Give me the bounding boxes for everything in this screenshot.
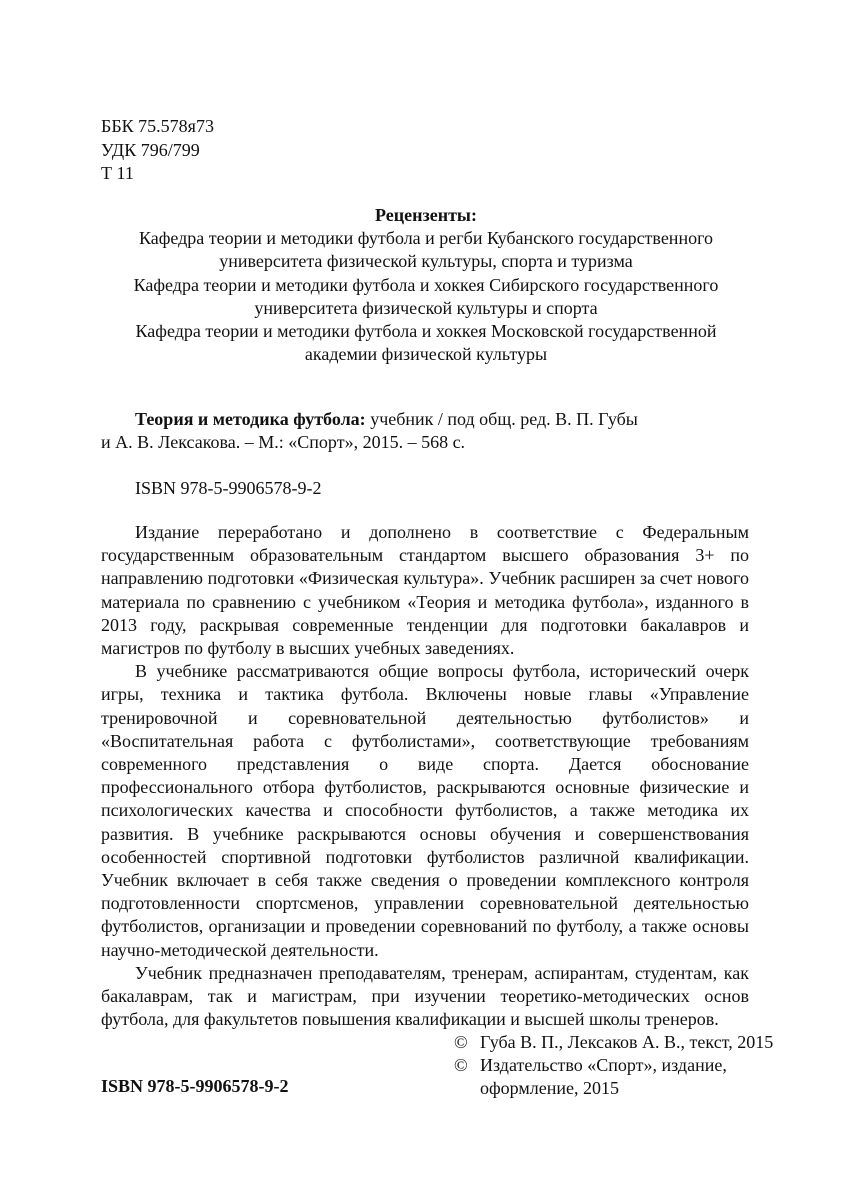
copyright-text: Издательство «Спорт», издание, оформление, 2015 [480, 1055, 727, 1099]
reviewers-block [100, 204, 752, 366]
reviewer-line: Кафедра теории и методики футбола и хоккея Сибирского государственного [133, 274, 719, 295]
reviewer-line: Кафедра теории и методики футбола и хоккея Московской государственной [135, 321, 717, 342]
book-title: Теория и методика футбола: [135, 409, 366, 429]
annotation-paragraph: В учебнике рассматриваются общие вопросы футбола, исторический очерк игры, техника и тактика футбола. Включены новые главы «Управление тренировочной и соревновательной деятельностью футболистов» и «Воспитательная работа с футболистами», соответствующие требованиям современного представления о виде спорта. Дается обоснование профессионального отбора футболистов, раскрываются основные физические и психологических качества и способности футболистов, а также методика их развития. В учебнике раскрываются основы обучения и совершенствования особенностей спортивной подготовки футболистов различной квалификации. Учебник включает в себя также сведения о проведении комплексного контроля подготовленности спортсменов, управлении соревновательной деятельностью футболистов, организации и проведении соревнований по футболу, а также основы научно-методической деятельности. [101, 661, 749, 960]
annotation-paragraph: Учебник предназначен преподавателям, тренерам, аспирантам, студентам, как бакалаврам, так и магистрам, при изучении теоретико-методических основ футбола, для факультетов повышения квалификации и высшей школы тренеров. [101, 962, 749, 1030]
copyright-icon: © [454, 1032, 468, 1052]
copyright-text: Губа В. П., Лексаков А. В., текст, 2015 [480, 1032, 774, 1052]
reviewers-title: Рецензенты: [375, 205, 477, 225]
book-description: учебник / под общ. ред. В. П. Губы [365, 409, 638, 429]
copyright-block [454, 1031, 780, 1101]
annotation-paragraph: Издание переработано и дополнено в соответствие с Федеральным государственным образовательным стандартом высшего образования 3+ по направлению подготовки «Физическая культура». Учебник расширен за счет нового материала по сравнению с учебником «Теория и методика футбола», изданного в 2013 году, раскрывая современные тенденции для подготовки бакалавров и магистров по футболу в высших учебных заведениях. [101, 522, 749, 659]
annotation [101, 521, 749, 1031]
reviewer-line: Кафедра теории и методики футбола и регби Кубанского государственного [138, 228, 714, 249]
classification-codes [101, 115, 214, 186]
copyright-icon: © [454, 1055, 468, 1076]
author-mark: Т 11 [101, 163, 134, 183]
reviewer-line: академии физической культуры [304, 344, 548, 365]
book-imprint: и А. В. Лексакова. – М.: «Спорт», 2015. – 568 с. [101, 432, 466, 453]
bibliographic-record [101, 408, 753, 454]
isbn-top: ISBN 978-5-9906578-9-2 [135, 478, 322, 498]
isbn-bottom: ISBN 978-5-9906578-9-2 [101, 1076, 289, 1096]
bbk-code: ББК 75.578я73 [101, 116, 214, 136]
reviewer-line: университета физической культуры и спорта [254, 297, 598, 318]
reviewer-line: университета физической культуры, спорта и туризма [219, 251, 633, 272]
udk-code: УДК 796/799 [101, 139, 200, 160]
